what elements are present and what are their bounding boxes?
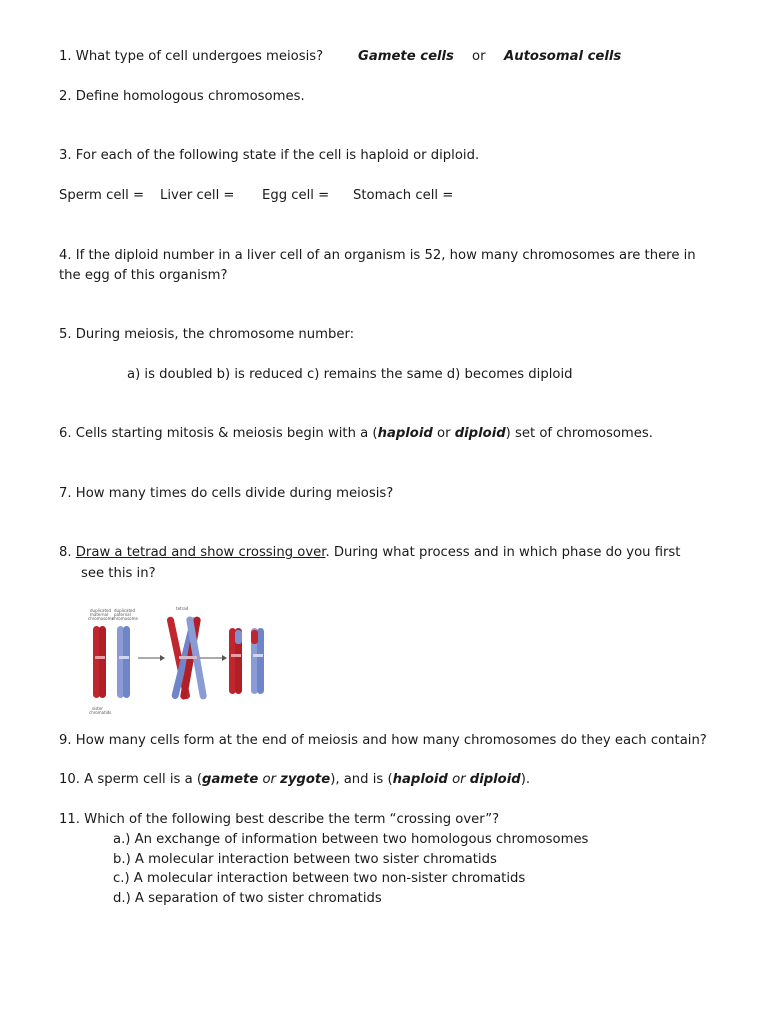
q3-egg-cell: Egg cell = bbox=[262, 188, 330, 203]
question-4-line1: 4. If the diploid number in a liver cell of an organism is 52, how many chromosomes are there in bbox=[59, 248, 696, 263]
q3-stomach-cell: Stomach cell = bbox=[353, 188, 454, 203]
q6-pre: 6. Cells starting mitosis & meiosis begin with a ( bbox=[59, 426, 378, 441]
arrow-icon bbox=[200, 655, 227, 661]
label-sister-2: chromatids bbox=[89, 710, 112, 715]
q10-or-2: or bbox=[447, 772, 470, 787]
paternal-chromosome bbox=[117, 626, 130, 698]
q10-gamete: gamete bbox=[202, 772, 259, 787]
question-6 bbox=[59, 425, 653, 443]
q1-or: or bbox=[472, 49, 486, 64]
question-3: 3. For each of the following state if the cell is haploid or diploid. bbox=[59, 148, 480, 163]
question-8-line2: see this in? bbox=[81, 566, 156, 581]
q3-liver-cell: Liver cell = bbox=[160, 188, 235, 203]
question-10 bbox=[59, 771, 530, 789]
question-2: 2. Define homologous chromosomes. bbox=[59, 89, 305, 104]
question-5: 5. During meiosis, the chromosome number: bbox=[59, 327, 355, 342]
label-paternal-1: duplicated bbox=[114, 608, 136, 613]
q8-num: 8. bbox=[59, 545, 76, 560]
q10-pre: 10. A sperm cell is a ( bbox=[59, 772, 202, 787]
q6-haploid: haploid bbox=[377, 426, 433, 441]
q1-option-autosomal: Autosomal cells bbox=[504, 49, 622, 64]
question-9: 9. How many cells form at the end of meiosis and how many chromosomes do they each contain? bbox=[59, 733, 707, 748]
q11-option-c: c.) A molecular interaction between two non-sister chromatids bbox=[113, 871, 526, 886]
label-tetrad: tetrad bbox=[176, 606, 189, 611]
q3-sperm-cell: Sperm cell = bbox=[59, 188, 145, 203]
label-paternal-3: chromosome bbox=[112, 616, 138, 621]
maternal-chromosome bbox=[93, 626, 106, 698]
q10-post: ). bbox=[520, 772, 531, 787]
q11-option-b: b.) A molecular interaction between two sister chromatids bbox=[113, 852, 497, 867]
question-11: 11. Which of the following best describe the term “crossing over”? bbox=[59, 812, 500, 827]
recombinant-maternal bbox=[229, 628, 242, 694]
q10-mid: ), and is ( bbox=[330, 772, 393, 787]
question-4-line2: the egg of this organism? bbox=[59, 268, 228, 283]
q10-diploid: diploid bbox=[469, 772, 521, 787]
q6-diploid: diploid bbox=[454, 426, 506, 441]
tetrad-crossing-over-diagram bbox=[84, 606, 274, 718]
q10-zygote: zygote bbox=[280, 772, 331, 787]
question-7: 7. How many times do cells divide during meiosis? bbox=[59, 486, 394, 501]
q10-haploid: haploid bbox=[392, 772, 448, 787]
question-8 bbox=[59, 544, 680, 562]
recombinant-paternal bbox=[251, 628, 264, 694]
label-maternal-3: chromosome bbox=[88, 616, 114, 621]
q11-option-d: d.) A separation of two sister chromatids bbox=[113, 891, 382, 906]
arrow-icon bbox=[138, 655, 165, 661]
label-sister-1: sister bbox=[92, 706, 103, 711]
q6-or: or bbox=[432, 426, 455, 441]
label-paternal-2: paternal bbox=[114, 612, 131, 617]
label-maternal-2: maternal bbox=[90, 612, 109, 617]
q8-rest: . During what process and in which phase do you first bbox=[325, 545, 681, 560]
q10-or-1: or bbox=[258, 772, 281, 787]
q8-underlined: Draw a tetrad and show crossing over bbox=[75, 545, 326, 560]
q5-choices: a) is doubled b) is reduced c) remains the same d) becomes diploid bbox=[127, 367, 573, 382]
q6-post: ) set of chromosomes. bbox=[505, 426, 653, 441]
q11-option-a: a.) An exchange of information between two homologous chromosomes bbox=[113, 832, 589, 847]
label-maternal-1: duplicated bbox=[90, 608, 112, 613]
question-1 bbox=[59, 48, 323, 66]
q1-option-gamete: Gamete cells bbox=[358, 49, 454, 64]
q1-text: 1. What type of cell undergoes meiosis? bbox=[59, 49, 324, 64]
